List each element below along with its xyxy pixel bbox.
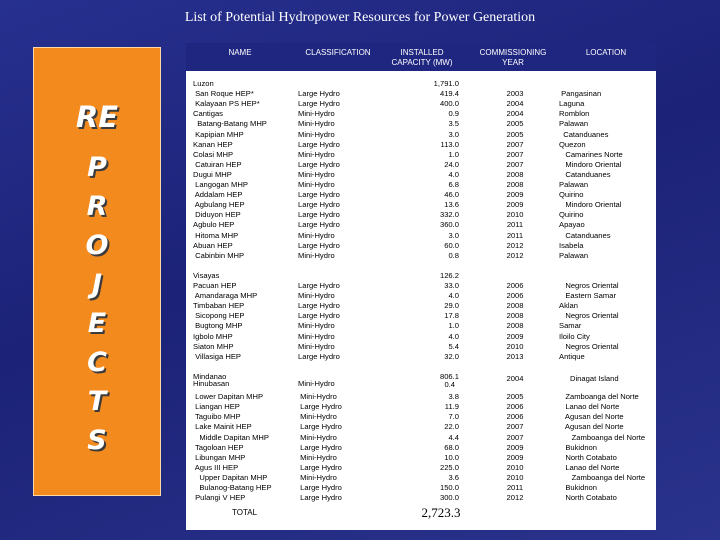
cell-year: 2011: [506, 483, 524, 492]
cell-year: 2007: [506, 139, 524, 149]
cell-name: Langogan MHP: [193, 180, 248, 189]
cell-year: 2012: [506, 493, 524, 503]
cell-capacity: 0.9: [448, 109, 459, 119]
cell-capacity: 806.1: [439, 371, 459, 381]
letter: E: [87, 308, 107, 339]
cell-classification: Mini-Hydro: [298, 392, 337, 402]
cell-name: Tagoloan HEP: [193, 442, 244, 452]
cell-location: Catanduanes: [559, 230, 611, 240]
cell-name: Libungan MHP: [193, 452, 246, 462]
cell-location: Agusan del Norte: [559, 422, 624, 432]
cell-name: Colasi MHP: [193, 149, 234, 159]
cell-capacity: 7.0: [448, 412, 459, 422]
cell-location: Negros Oriental: [559, 341, 619, 351]
total-value: 2,723.3: [421, 505, 461, 520]
cell-capacity: 10.0: [444, 452, 459, 462]
cell-capacity: 3.6: [448, 472, 459, 482]
cell-capacity: 32.0: [444, 351, 459, 361]
cell-classification: Large Hydro: [298, 281, 340, 290]
cell-location: Pangasinan: [559, 89, 602, 99]
col-header-location: LOCATION: [585, 48, 627, 57]
overlap-year: 2004: [506, 374, 524, 383]
letter: P: [87, 152, 107, 183]
cell-year: 2011: [506, 220, 524, 230]
cell-capacity: 29.0: [444, 301, 459, 311]
cell-location: Iloilo City: [559, 331, 590, 341]
col-header-year: COMMISSIONING YEAR: [479, 48, 547, 67]
cell-classification: Large Hydro: [298, 210, 340, 220]
cell-year: 2006: [506, 281, 524, 290]
cell-classification: Mini-Hydro: [298, 331, 335, 341]
cell-year: 2007: [506, 422, 524, 432]
cell-location: Negros Oriental: [559, 281, 619, 290]
cell-location: Quirino: [559, 190, 584, 200]
cell-year: 2006: [506, 291, 524, 301]
cell-location: Lanao del Norte: [559, 402, 620, 412]
cell-capacity: 4.0: [448, 291, 459, 301]
cell-capacity: 360.0: [439, 220, 459, 230]
cell-year: 2006: [506, 412, 524, 422]
cell-classification: Mini-Hydro: [298, 452, 337, 462]
cell-name: Kanan HEP: [193, 139, 233, 149]
cell-year: 2013: [506, 351, 524, 361]
cell-name: Agbulang HEP: [193, 200, 245, 210]
cell-year: 2006: [506, 402, 524, 412]
cell-location: Catanduanes: [559, 129, 609, 139]
cell-year: 2008: [506, 169, 524, 179]
cell-year: 2003: [506, 89, 524, 99]
col-header-name: NAME: [228, 48, 252, 57]
cell-location: Samar: [559, 321, 582, 331]
cell-location: Antique: [559, 351, 585, 361]
cell-location: Agusan del Norte: [559, 412, 624, 422]
cell-classification: Mini-Hydro: [298, 149, 335, 159]
cell-classification: Large Hydro: [298, 159, 340, 169]
cell-location: Palawan: [559, 180, 589, 189]
cell-name: Siaton MHP: [193, 341, 234, 351]
cell-name: Igbolo MHP: [193, 331, 233, 341]
cell-year: 2010: [506, 472, 524, 482]
cell-name: Kapipian MHP: [193, 129, 244, 139]
cell-year: 2010: [506, 210, 524, 220]
cell-capacity: 3.0: [448, 230, 459, 240]
overlap-classification: Mini-Hydro: [298, 379, 335, 388]
cell-classification: Large Hydro: [298, 483, 342, 492]
cell-classification: Mini-Hydro: [298, 412, 337, 422]
cell-classification: Large Hydro: [298, 301, 340, 311]
cell-name: Mindanao: [193, 371, 227, 381]
cell-name: Abuan HEP: [193, 240, 233, 250]
cell-location: Quirino: [559, 210, 584, 220]
col-header-classification: CLASSIFICATION: [305, 48, 371, 57]
cell-location: North Cotabato: [559, 493, 617, 503]
cell-location: North Cotabato: [559, 452, 617, 462]
cell-capacity: 300.0: [439, 493, 459, 503]
cell-year: 2007: [506, 432, 524, 442]
cell-capacity: 24.0: [444, 159, 459, 169]
cell-year: 2007: [506, 159, 524, 169]
projects-letters: [34, 148, 160, 460]
cell-capacity: 46.0: [444, 190, 459, 200]
cell-name: Cabinbin MHP: [193, 250, 245, 260]
letter: T: [87, 386, 107, 417]
cell-classification: Large Hydro: [298, 200, 340, 210]
cell-location: Laguna: [559, 99, 585, 109]
cell-location: Negros Oriental: [559, 311, 619, 321]
cell-capacity: 419.4: [439, 89, 459, 99]
cell-name: Agus III HEP: [193, 462, 239, 472]
cell-name: San Roque HEP*: [193, 89, 254, 99]
cell-name: Addalam HEP: [193, 190, 243, 200]
cell-capacity: 17.8: [444, 311, 459, 321]
cell-classification: Large Hydro: [298, 351, 340, 361]
cell-capacity: 1.0: [448, 149, 459, 159]
cell-name: Liangan HEP: [193, 402, 240, 412]
cell-capacity: 5.4: [448, 341, 459, 351]
cell-classification: Large Hydro: [298, 89, 340, 99]
cell-location: Camarines Norte: [559, 149, 623, 159]
re-projects-panel: [33, 47, 161, 496]
overlap-capacity: 0.4: [444, 380, 455, 389]
cell-capacity: 3.8: [448, 392, 459, 402]
cell-location: Aklan: [559, 301, 578, 311]
cell-capacity: 33.0: [444, 281, 459, 290]
page-title: List of Potential Hydropower Resources for Power Generation: [184, 10, 536, 25]
cell-classification: Mini-Hydro: [298, 250, 335, 260]
cell-location: Zamboanga del Norte: [559, 472, 646, 482]
cell-name: Amandaraga MHP: [193, 291, 258, 301]
cell-classification: Mini-Hydro: [298, 230, 335, 240]
cell-capacity: 11.9: [444, 402, 459, 412]
cell-classification: Large Hydro: [298, 311, 340, 321]
cell-year: 2009: [506, 331, 524, 341]
cell-classification: Mini-Hydro: [298, 291, 335, 301]
cell-capacity: 60.0: [444, 240, 459, 250]
cell-location: Zamboanga del Norte: [559, 392, 639, 402]
cell-name: Upper Dapitan MHP: [193, 472, 268, 482]
cell-name: Visayas: [193, 270, 220, 280]
cell-capacity: 400.0: [439, 99, 459, 109]
cell-year: 2009: [506, 190, 524, 200]
cell-classification: Mini-Hydro: [298, 432, 337, 442]
cell-name: Sicopong HEP: [193, 311, 245, 321]
cell-name: Timbaban HEP: [193, 301, 245, 311]
cell-capacity: 4.4: [448, 432, 459, 442]
cell-name: Bulanog-Batang HEP: [193, 483, 272, 492]
cell-name: Hitoma MHP: [193, 230, 239, 240]
cell-capacity: 3.5: [448, 119, 459, 129]
col-header-capacity: INSTALLED CAPACITY (MW): [391, 48, 453, 67]
cell-year: 2004: [506, 109, 524, 119]
cell-capacity: 22.0: [444, 422, 459, 432]
cell-name: Middle Dapitan MHP: [193, 432, 269, 442]
cell-capacity: 3.0: [448, 129, 459, 139]
cell-location: Quezon: [559, 139, 586, 149]
cell-classification: Mini-Hydro: [298, 321, 335, 331]
cell-year: 2005: [506, 119, 524, 129]
cell-year: 2008: [506, 180, 524, 189]
cell-year: 2012: [506, 240, 524, 250]
cell-year: 2005: [506, 129, 524, 139]
cell-location: Zamboanga del Norte: [559, 432, 646, 442]
cell-capacity: 4.0: [448, 169, 459, 179]
cell-name: Kalayaan PS HEP*: [193, 99, 260, 109]
cell-location: Palawan: [559, 250, 589, 260]
cell-location: Catanduanes: [559, 169, 611, 179]
cell-classification: Mini-Hydro: [298, 129, 335, 139]
cell-capacity: 68.0: [444, 442, 459, 452]
cell-location: Bukidnon: [559, 442, 597, 452]
cell-year: 2012: [506, 250, 524, 260]
letter: S: [87, 425, 107, 456]
cell-location: Lanao del Norte: [559, 462, 620, 472]
cell-year: 2009: [506, 200, 524, 210]
cell-name: Diduyon HEP: [193, 210, 241, 220]
cell-classification: Large Hydro: [298, 493, 342, 503]
cell-capacity: 4.0: [448, 331, 459, 341]
cell-name: Pulangi V HEP: [193, 493, 246, 503]
cell-classification: Mini-Hydro: [298, 341, 335, 351]
cell-year: 2009: [506, 452, 524, 462]
cell-classification: Large Hydro: [298, 190, 340, 200]
cell-location: Apayao: [559, 220, 585, 230]
cell-name: Taguibo MHP: [193, 412, 241, 422]
total-label: TOTAL: [232, 508, 258, 517]
cell-year: 2004: [506, 99, 524, 109]
cell-name: Luzon: [193, 79, 214, 88]
cell-classification: Large Hydro: [298, 462, 342, 472]
cell-classification: Mini-Hydro: [298, 169, 335, 179]
cell-classification: Mini-Hydro: [298, 119, 335, 129]
cell-classification: Mini-Hydro: [298, 472, 337, 482]
overlap-name: Hinubasan: [193, 379, 230, 388]
letter: O: [85, 230, 109, 261]
cell-capacity: 1.0: [448, 321, 459, 331]
cell-classification: Large Hydro: [298, 240, 340, 250]
cell-name: Cantigas: [193, 109, 223, 119]
re-heading: RE: [75, 100, 119, 134]
cell-year: 2010: [506, 341, 524, 351]
letter: J: [91, 269, 103, 300]
cell-year: 2008: [506, 301, 524, 311]
cell-year: 2005: [506, 392, 524, 402]
cell-location: Mindoro Oriental: [559, 200, 622, 210]
cell-classification: Large Hydro: [298, 442, 342, 452]
cell-classification: Large Hydro: [298, 402, 342, 412]
cell-capacity: 6.8: [448, 180, 459, 189]
cell-capacity: 1,791.0: [433, 79, 459, 88]
cell-classification: Large Hydro: [298, 220, 340, 230]
cell-name: Villasiga HEP: [193, 351, 241, 361]
cell-name: Bugtong MHP: [193, 321, 243, 331]
cell-location: Palawan: [559, 119, 589, 129]
cell-capacity: 126.2: [439, 270, 459, 280]
cell-location: Isabela: [559, 240, 584, 250]
cell-classification: Mini-Hydro: [298, 109, 335, 119]
cell-capacity: 13.6: [444, 200, 459, 210]
cell-name: Dugui MHP: [193, 169, 232, 179]
cell-name: Batang-Batang MHP: [193, 119, 267, 129]
cell-classification: Large Hydro: [298, 422, 342, 432]
cell-capacity: 150.0: [439, 483, 459, 492]
cell-capacity: 332.0: [439, 210, 459, 220]
letter: C: [87, 347, 107, 378]
cell-year: 2010: [506, 462, 524, 472]
cell-classification: Large Hydro: [298, 139, 340, 149]
cell-name: Pacuan HEP: [193, 281, 237, 290]
cell-capacity: 0.8: [448, 250, 459, 260]
cell-year: 2011: [506, 230, 524, 240]
cell-capacity: 113.0: [440, 139, 459, 149]
cell-classification: Mini-Hydro: [298, 180, 335, 189]
letter: R: [86, 191, 108, 222]
cell-year: 2008: [506, 321, 524, 331]
cell-year: 2008: [506, 311, 524, 321]
cell-location: Mindoro Oriental: [559, 159, 622, 169]
cell-year: 2009: [506, 442, 524, 452]
overlap-location: Dinagat Island: [570, 374, 619, 383]
cell-name: Catuiran HEP: [193, 159, 242, 169]
cell-location: Bukidnon: [559, 483, 597, 492]
cell-location: Romblon: [559, 109, 590, 119]
cell-capacity: 225.0: [439, 462, 459, 472]
cell-name: Lake Mainit HEP: [193, 422, 252, 432]
cell-classification: Large Hydro: [298, 99, 340, 109]
cell-location: Eastern Samar: [559, 291, 616, 301]
cell-name: Agbulo HEP: [193, 220, 235, 230]
cell-year: 2007: [506, 149, 524, 159]
cell-name: Lower Dapitan MHP: [193, 392, 264, 402]
